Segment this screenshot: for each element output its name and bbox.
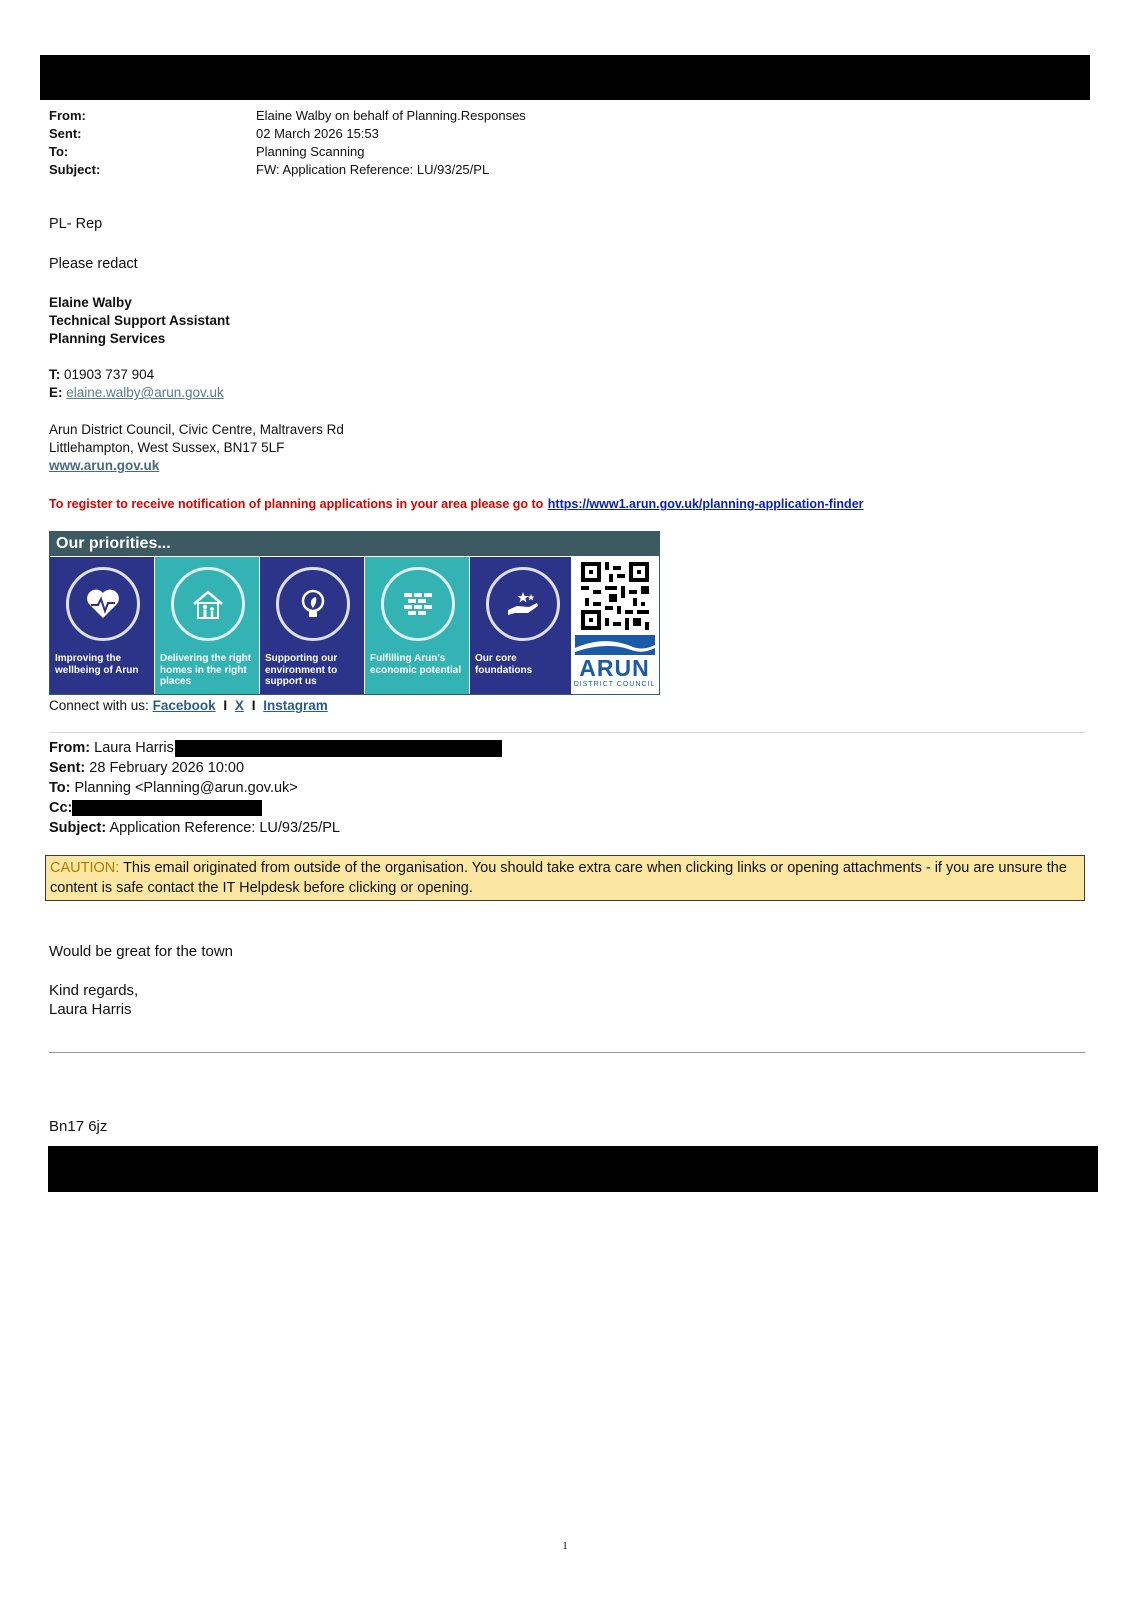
tile-caption: Our core foundations: [475, 653, 533, 676]
fwd-subject: [49, 819, 340, 837]
address-line-1: Arun District Council, Civic Centre, Maltravers Rd: [49, 422, 344, 437]
header-to-value: Planning Scanning: [256, 144, 365, 159]
tile-environment: [260, 557, 364, 694]
fwd-from-label: From:: [49, 740, 91, 756]
message-sender-name: Laura Harris: [49, 1001, 132, 1018]
arun-logo-text: ARUN: [579, 655, 650, 681]
header-sent-value: 02 March 2026 15:53: [256, 126, 379, 141]
fwd-to: [49, 779, 298, 797]
signature-name: Elaine Walby: [49, 295, 132, 310]
hand-stars-icon: [486, 567, 560, 641]
heart-pulse-icon: [66, 567, 140, 641]
header-sent-label: Sent:: [49, 126, 82, 141]
website-link[interactable]: www.arun.gov.uk: [49, 458, 160, 473]
signature-email: [49, 384, 224, 402]
fwd-sent-label: Sent:: [49, 760, 86, 776]
register-text: To register to receive notification of planning applications in your area please go to: [49, 497, 544, 511]
divider-message-end: [49, 1052, 1085, 1053]
fwd-to-label: To:: [49, 780, 71, 796]
divider-forward: [49, 732, 1085, 733]
caution-text: This email originated from outside of the organisation. You should take extra care when clicking links or opening attachments - if you are unsure the content is safe contact the IT Helpdesk before clicking or opening.: [50, 860, 1067, 896]
fwd-subject-value: Application Reference: LU/93/25/PL: [109, 820, 340, 836]
tile-wellbeing: [50, 557, 154, 694]
signature-dept: Planning Services: [49, 331, 166, 346]
phone-label: T:: [49, 367, 61, 382]
redaction-bar-bottom: [48, 1146, 1098, 1192]
tile-foundations: [470, 557, 574, 694]
lightbulb-leaf-icon: [276, 567, 350, 641]
address-line-2: Littlehampton, West Sussex, BN17 5LF: [49, 440, 285, 455]
tile-caption: Supporting our environment to support us: [265, 653, 338, 687]
caution-prefix: CAUTION:: [50, 860, 120, 876]
qr-code-icon: [581, 562, 649, 630]
facebook-link[interactable]: Facebook: [152, 698, 216, 713]
tile-caption: Fulfilling Arun's economic potential: [370, 653, 462, 676]
body-line-please-redact: Please redact: [49, 256, 138, 272]
tile-caption: Improving the wellbeing of Arun: [55, 653, 139, 676]
page-number: 1: [562, 1540, 568, 1552]
caution-banner: [45, 855, 1085, 901]
arun-logo-icon: [575, 635, 655, 655]
fwd-subject-label: Subject:: [49, 820, 107, 836]
register-notice: [49, 495, 864, 513]
header-subject-value: FW: Application Reference: LU/93/25/PL: [256, 162, 490, 177]
message-line-1: Would be great for the town: [49, 943, 233, 960]
redaction-from-email: [175, 740, 502, 757]
arun-logo-subtext: DISTRICT COUNCIL: [573, 681, 656, 688]
fwd-cc: [49, 799, 72, 817]
fwd-cc-label: Cc:: [49, 800, 73, 816]
redaction-bar-top: [40, 55, 1090, 100]
fwd-sent-value: 28 February 2026 10:00: [89, 760, 245, 776]
tile-homes: [155, 557, 259, 694]
message-postcode: Bn17 6jz: [49, 1118, 108, 1135]
tile-caption: Delivering the right homes in the right places: [160, 653, 252, 687]
priorities-banner: [49, 531, 660, 695]
register-link[interactable]: https://www1.arun.gov.uk/planning-application-finder: [547, 497, 864, 511]
signature-title: Technical Support Assistant: [49, 313, 230, 328]
email-label: E:: [49, 385, 63, 400]
instagram-link[interactable]: Instagram: [263, 698, 328, 713]
fwd-to-value: Planning <Planning@arun.gov.uk>: [74, 780, 298, 796]
tile-economic: [365, 557, 469, 694]
phone-value: 01903 737 904: [64, 367, 155, 382]
email-link[interactable]: elaine.walby@arun.gov.uk: [66, 385, 224, 400]
separator: I: [251, 698, 256, 713]
signature-phone: [49, 366, 154, 384]
brick-wall-icon: [381, 567, 455, 641]
redaction-cc: [72, 800, 262, 816]
qr-and-logo: [571, 557, 658, 694]
house-family-icon: [171, 567, 245, 641]
fwd-from: [49, 739, 174, 757]
fwd-sent: [49, 759, 244, 777]
message-sign-off: Kind regards,: [49, 982, 139, 999]
body-line-pl-rep: PL- Rep: [49, 216, 103, 232]
header-to-label: To:: [49, 144, 69, 159]
connect-label: Connect with us:: [49, 698, 149, 713]
header-from-label: From:: [49, 108, 86, 123]
x-link[interactable]: X: [234, 698, 244, 713]
header-subject-label: Subject:: [49, 162, 101, 177]
fwd-from-value: Laura Harris: [94, 740, 174, 756]
connect-with-us: [49, 698, 328, 713]
separator: I: [223, 698, 228, 713]
header-from-value: Elaine Walby on behalf of Planning.Responses: [256, 108, 526, 123]
banner-heading: Our priorities...: [50, 532, 659, 556]
